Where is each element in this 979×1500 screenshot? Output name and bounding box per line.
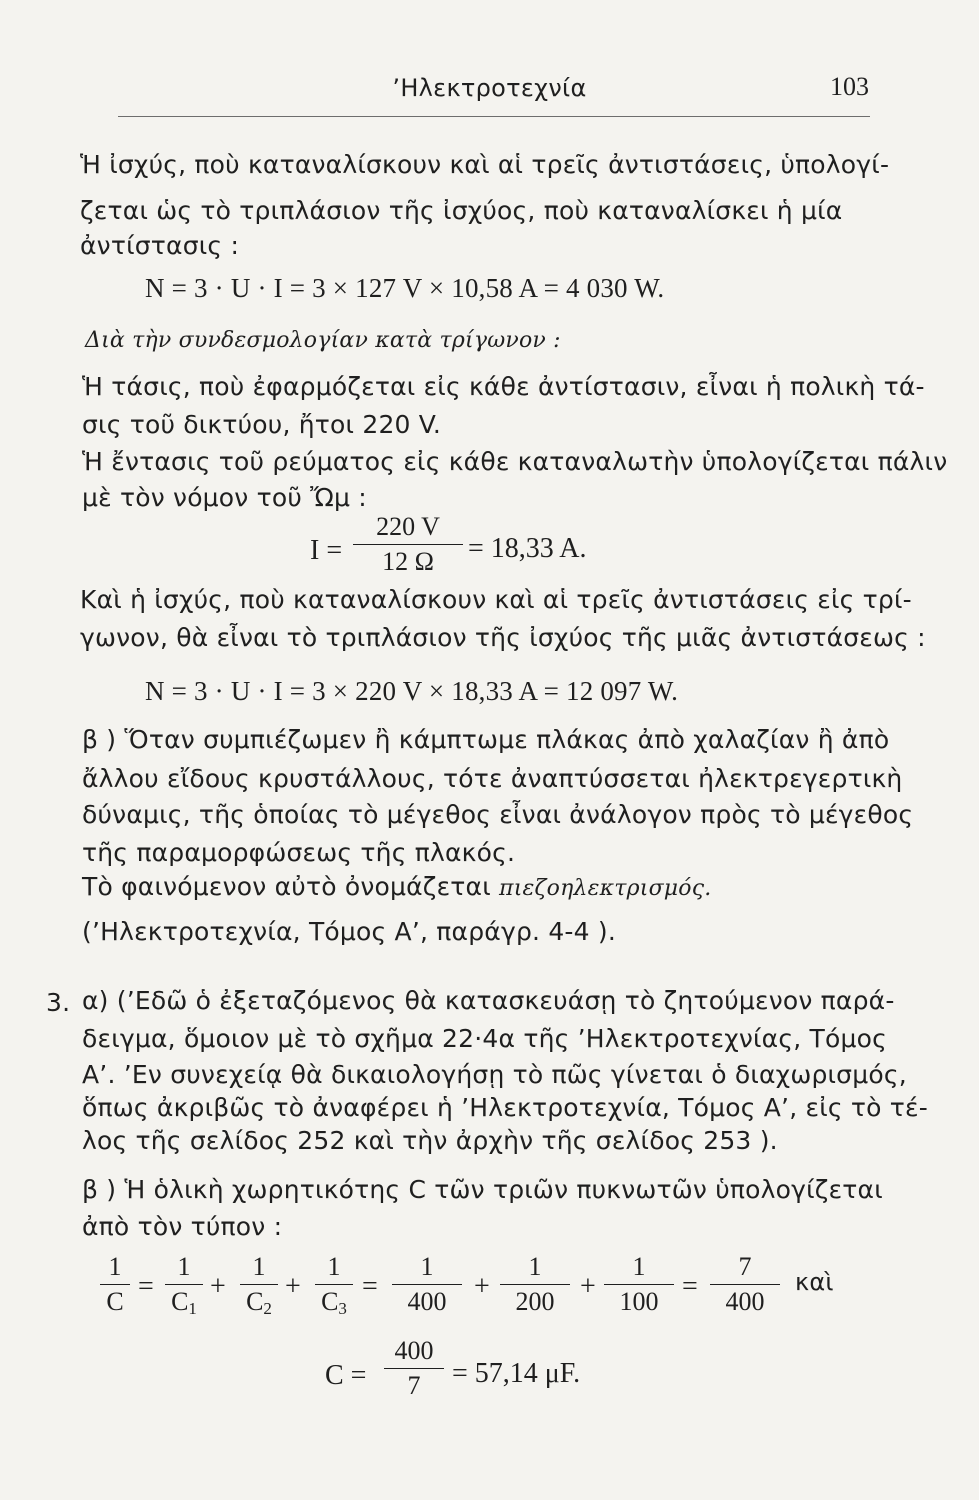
- page-number: 103: [830, 72, 869, 101]
- denominator: 400: [407, 1287, 447, 1316]
- section-heading-delta: Διὰ τὴν συνδεσμολογίαν κατὰ τρίγωνον :: [85, 328, 561, 353]
- text-line: Ἡ ἰσχύς, ποὺ καταναλίσκουν καὶ αἱ τρεῖς ἀντιστάσεις, ὑπολογί-: [80, 150, 890, 179]
- eq2-rhs: = 18,33 A.: [468, 533, 587, 564]
- text-line: γωνον, θὰ εἶναι τὸ τριπλάσιον τῆς ἰσχύος τῆς μιᾶς ἀντιστάσεως :: [80, 623, 926, 652]
- eq4-fraction: [165, 1252, 203, 1324]
- den-base: C: [171, 1287, 189, 1316]
- text-fragment: Τὸ φαινόμενον αὐτὸ ὀνομάζεται: [82, 872, 491, 901]
- equation-power-delta: N = 3 · U · I = 3 × 220 V × 18,33 A = 12 097 W.: [145, 676, 679, 706]
- plus-sign: +: [285, 1271, 301, 1302]
- numerator: 400: [394, 1336, 434, 1365]
- equation-power-star: N = 3 · U · I = 3 × 127 V × 10,58 A = 4 030 W.: [145, 273, 665, 303]
- den-subscript: 3: [338, 1299, 347, 1318]
- fraction-bar: [100, 1284, 130, 1285]
- numerator: 7: [738, 1252, 752, 1281]
- fraction-bar: [165, 1284, 203, 1285]
- text-line: α) (’Εδῶ ὁ ἐξεταζόμενος θὰ κατασκευάσῃ τὸ ζητούμενον παρά-: [82, 986, 895, 1015]
- eq2-lhs: I =: [310, 535, 343, 566]
- numerator: 1: [528, 1252, 542, 1281]
- text-line: Ἡ τάσις, ποὺ ἐφαρμόζεται εἰς κάθε ἀντίστασιν, εἶναι ἡ πολικὴ τά-: [82, 372, 925, 401]
- item-number: 3.: [46, 988, 71, 1017]
- numerator: 1: [177, 1252, 191, 1281]
- eq2-denominator: 12 Ω: [382, 547, 434, 576]
- eq2-numerator: 220 V: [376, 512, 440, 541]
- header-rule: [118, 116, 870, 117]
- plus-sign: +: [210, 1271, 226, 1302]
- fraction-bar: [353, 544, 463, 545]
- eq4-fraction: [315, 1252, 353, 1324]
- running-header: ’Ηλεκτροτεχνία: [392, 74, 587, 102]
- denominator: C: [106, 1287, 124, 1316]
- den-base: C: [321, 1287, 339, 1316]
- fraction-bar: [392, 1284, 462, 1285]
- denominator: [240, 1287, 278, 1324]
- numerator: 1: [420, 1252, 434, 1281]
- eq4-fraction: [100, 1252, 130, 1317]
- text-line: τῆς παραμορφώσεως τῆς πλακός.: [82, 838, 516, 867]
- text-line: δύναμις, τῆς ὁποίας τὸ μέγεθος εἶναι ἀνάλογον πρὸς τὸ μέγεθος: [82, 800, 914, 829]
- fraction-bar: [604, 1284, 674, 1285]
- eq5-rhs: = 57,14 μF.: [452, 1358, 581, 1389]
- plus-sign: +: [580, 1271, 596, 1302]
- numerator: 1: [252, 1252, 266, 1281]
- fraction-bar: [710, 1284, 780, 1285]
- text-line: λος τῆς σελίδος 252 καὶ τὴν ἀρχὴν τῆς σελίδος 253 ).: [82, 1126, 778, 1155]
- text-line: ἀντίστασις :: [80, 231, 240, 260]
- text-line: ἄλλου εἴδους κρυστάλλους, τότε ἀναπτύσσεται ἠλεκτρεγερτικὴ: [82, 764, 903, 793]
- text-line: ἀπὸ τὸν τύπον :: [82, 1212, 283, 1241]
- text-line: ὅπως ἀκριβῶς τὸ ἀναφέρει ἡ ’Ηλεκτροτεχνία, Τόμος Α’, εἰς τὸ τέ-: [82, 1093, 928, 1122]
- eq5-lhs: C =: [325, 1360, 367, 1391]
- eq2-fraction: [353, 512, 463, 577]
- den-subscript: 2: [263, 1299, 272, 1318]
- denominator: [165, 1287, 203, 1324]
- eq4-fraction: [604, 1252, 674, 1317]
- fraction-bar: [384, 1368, 444, 1369]
- equals-sign: =: [138, 1271, 154, 1302]
- denominator: 200: [515, 1287, 555, 1316]
- text-line: Α’. ’Εν συνεχείᾳ θὰ δικαιολογήσῃ τὸ πῶς γίνεται ὁ διαχωρισμός,: [82, 1060, 907, 1089]
- eq4-tail-word: καὶ: [795, 1268, 834, 1296]
- text-line: Καὶ ἡ ἰσχύς, ποὺ καταναλίσκουν καὶ αἱ τρεῖς ἀντιστάσεις εἰς τρί-: [80, 585, 912, 614]
- term-piezoelectricity: πιεζοηλεκτρισμός.: [499, 876, 712, 901]
- denominator: 100: [619, 1287, 659, 1316]
- den-subscript: 1: [188, 1299, 197, 1318]
- denominator: 400: [725, 1287, 765, 1316]
- denominator: [315, 1287, 353, 1324]
- text-line: μὲ τὸν νόμον τοῦ Ὤμ :: [82, 483, 367, 512]
- equals-sign: =: [682, 1271, 698, 1302]
- eq4-fraction: [500, 1252, 570, 1317]
- text-line: σις τοῦ δικτύου, ἤτοι 220 V.: [82, 410, 442, 439]
- text-line: (’Ηλεκτροτεχνία, Τόμος Α’, παράγρ. 4-4 ).: [82, 917, 617, 946]
- eq4-fraction: [240, 1252, 278, 1324]
- text-line: β ) Ἡ ὁλικὴ χωρητικότης C τῶν τριῶν πυκνωτῶν ὑπολογίζεται: [82, 1175, 883, 1204]
- eq5-fraction: [384, 1336, 444, 1401]
- eq4-fraction: [710, 1252, 780, 1317]
- denominator: 7: [407, 1371, 421, 1400]
- fraction-bar: [500, 1284, 570, 1285]
- equals-sign: =: [362, 1271, 378, 1302]
- text-line: Ἡ ἔντασις τοῦ ρεύματος εἰς κάθε καταναλωτὴν ὑπολογίζεται πάλιν: [82, 447, 948, 476]
- text-line: ζεται ὡς τὸ τριπλάσιον τῆς ἰσχύος, ποὺ καταναλίσκει ἡ μία: [80, 196, 843, 225]
- den-base: C: [246, 1287, 264, 1316]
- fraction-bar: [315, 1284, 353, 1285]
- text-line-with-term: [82, 872, 711, 901]
- fraction-bar: [240, 1284, 278, 1285]
- eq4-fraction: [392, 1252, 462, 1317]
- text-line: δειγμα, ὅμοιον μὲ τὸ σχῆμα 22·4α τῆς ’Ηλεκτροτεχνίας, Τόμος: [82, 1024, 887, 1053]
- text-line: β ) Ὅταν συμπιέζωμεν ἢ κάμπτωμε πλάκας ἀπὸ χαλαζίαν ἢ ἀπὸ: [82, 725, 890, 754]
- numerator: 1: [632, 1252, 646, 1281]
- numerator: 1: [108, 1252, 122, 1281]
- plus-sign: +: [474, 1271, 490, 1302]
- numerator: 1: [327, 1252, 341, 1281]
